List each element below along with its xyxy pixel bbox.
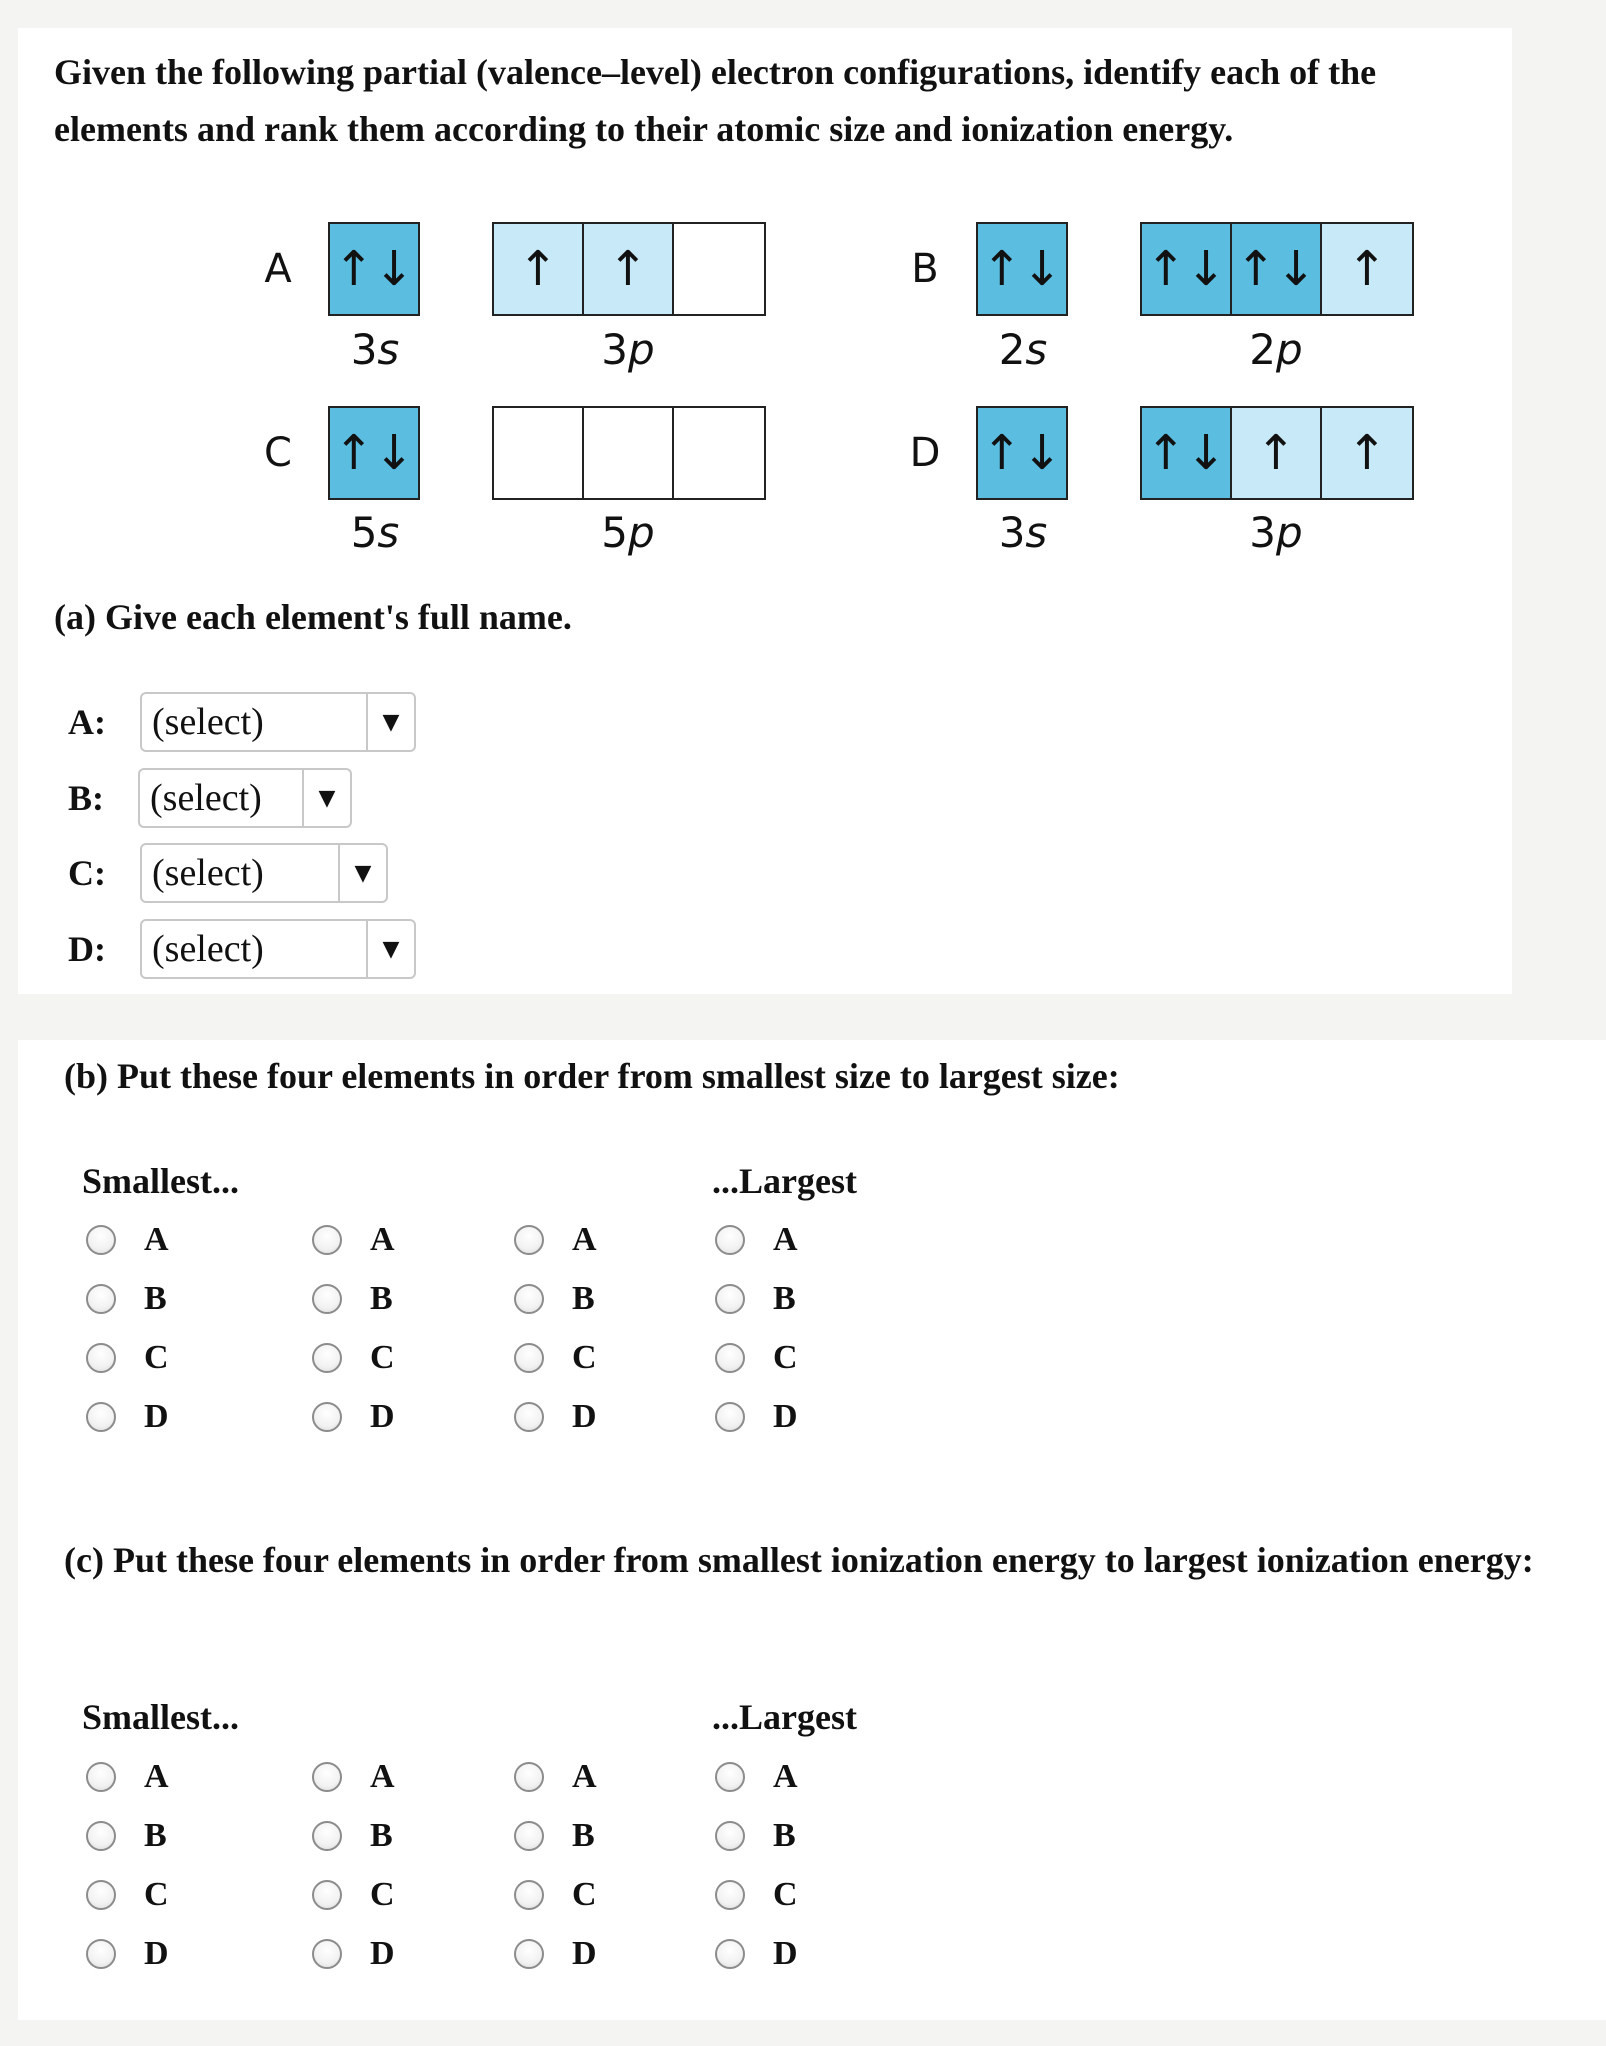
radio-option[interactable]: C	[312, 1865, 395, 1924]
radio-button[interactable]	[715, 1284, 745, 1314]
radio-option[interactable]: A	[86, 1210, 169, 1269]
radio-option[interactable]: D	[86, 1387, 169, 1446]
ie-rank-4-group	[715, 1747, 798, 1983]
radio-option[interactable]: B	[312, 1806, 395, 1865]
radio-button[interactable]	[312, 1343, 342, 1373]
radio-button[interactable]	[715, 1343, 745, 1373]
radio-option[interactable]: A	[715, 1747, 798, 1806]
largest-label: ...Largest	[712, 1697, 857, 1737]
radio-button[interactable]	[86, 1821, 116, 1851]
radio-option[interactable]: A	[514, 1747, 597, 1806]
config-letter: A	[264, 246, 292, 292]
radio-button[interactable]	[312, 1225, 342, 1255]
radio-button[interactable]	[514, 1225, 544, 1255]
radio-button[interactable]	[715, 1402, 745, 1432]
select-value: (select)	[142, 845, 340, 901]
select-row-c	[68, 841, 388, 905]
radio-option[interactable]: A	[514, 1210, 597, 1269]
dropdown-arrow-icon[interactable]: ▼	[354, 860, 372, 886]
select-row-d	[68, 917, 416, 981]
radio-option[interactable]: B	[86, 1806, 169, 1865]
radio-button[interactable]	[312, 1821, 342, 1851]
element-b-select[interactable]	[138, 768, 352, 828]
orbital-box-s: ↑↓	[328, 222, 420, 316]
select-row-b	[68, 766, 352, 830]
size-rank-1-group	[86, 1210, 169, 1446]
ie-rank-2-group	[312, 1747, 395, 1983]
radio-option[interactable]: D	[312, 1387, 395, 1446]
part-c-question: (c) Put these four elements in order from smallest ionization energy to largest ionization energy:	[64, 1540, 1534, 1580]
select-value: (select)	[140, 770, 304, 826]
intro-text: Given the following partial (valence–level) electron configurations, identify each of the elements and rank them according to their atomic size and ionization energy.	[54, 52, 1377, 149]
radio-option[interactable]: D	[715, 1387, 798, 1446]
radio-button[interactable]	[86, 1284, 116, 1314]
orbital-box-p2: ↑	[1230, 406, 1322, 500]
smallest-label: Smallest...	[82, 1697, 239, 1737]
radio-option[interactable]: A	[715, 1210, 798, 1269]
dropdown-arrow-icon[interactable]: ▼	[318, 785, 336, 811]
radio-option[interactable]: D	[514, 1387, 597, 1446]
radio-option[interactable]: C	[86, 1865, 169, 1924]
config-letter: C	[264, 430, 292, 476]
radio-option[interactable]: D	[86, 1924, 169, 1983]
radio-button[interactable]	[514, 1821, 544, 1851]
radio-button[interactable]	[86, 1402, 116, 1432]
subshell-label-s: 3s	[350, 325, 400, 374]
orbital-box-p3	[672, 222, 766, 316]
radio-option[interactable]: B	[312, 1269, 395, 1328]
element-d-select[interactable]	[140, 919, 416, 979]
radio-button[interactable]	[312, 1880, 342, 1910]
part-b-question: (b) Put these four elements in order from smallest size to largest size:	[64, 1056, 1120, 1096]
select-label: C:	[68, 853, 106, 893]
radio-option[interactable]: C	[715, 1865, 798, 1924]
radio-option[interactable]: A	[86, 1747, 169, 1806]
orbital-box-p2	[582, 406, 674, 500]
element-a-select[interactable]	[140, 692, 416, 752]
radio-button[interactable]	[514, 1284, 544, 1314]
smallest-label: Smallest...	[82, 1161, 239, 1201]
radio-option[interactable]: D	[514, 1924, 597, 1983]
part-a-question: (a) Give each element's full name.	[54, 597, 572, 637]
radio-button[interactable]	[514, 1343, 544, 1373]
radio-button[interactable]	[715, 1939, 745, 1969]
largest-label: ...Largest	[712, 1161, 857, 1201]
radio-button[interactable]	[86, 1880, 116, 1910]
ie-rank-3-group	[514, 1747, 597, 1983]
orbital-box-p3: ↑	[1320, 406, 1414, 500]
radio-option[interactable]: C	[514, 1865, 597, 1924]
dropdown-arrow-icon[interactable]: ▼	[382, 709, 400, 735]
radio-option[interactable]: B	[715, 1269, 798, 1328]
ie-rank-1-group	[86, 1747, 169, 1983]
subshell-label-p: 3p	[601, 325, 655, 374]
size-rank-2-group	[312, 1210, 395, 1446]
config-letter: D	[909, 430, 941, 476]
config-letter: B	[911, 246, 939, 292]
radio-button[interactable]	[86, 1343, 116, 1373]
radio-option[interactable]: C	[514, 1328, 597, 1387]
select-label: B:	[68, 778, 104, 818]
select-row-a	[68, 690, 416, 754]
orbital-box-s: ↑↓	[976, 406, 1068, 500]
subshell-label-p: 2p	[1249, 325, 1303, 374]
radio-option[interactable]: A	[312, 1747, 395, 1806]
radio-option[interactable]: C	[715, 1328, 798, 1387]
subshell-label-p: 5p	[601, 508, 655, 557]
orbital-box-p2: ↑	[582, 222, 674, 316]
radio-option[interactable]: B	[86, 1269, 169, 1328]
radio-button[interactable]	[514, 1880, 544, 1910]
radio-option[interactable]: A	[312, 1210, 395, 1269]
orbital-box-p2: ↑↓	[1230, 222, 1322, 316]
orbital-box-p1: ↑↓	[1140, 222, 1232, 316]
radio-button[interactable]	[715, 1821, 745, 1851]
subshell-label-p: 3p	[1249, 508, 1303, 557]
select-value: (select)	[142, 694, 368, 750]
radio-option[interactable]: D	[312, 1924, 395, 1983]
radio-button[interactable]	[715, 1880, 745, 1910]
orbital-box-p1: ↑↓	[1140, 406, 1232, 500]
radio-button[interactable]	[86, 1762, 116, 1792]
select-value: (select)	[142, 921, 368, 977]
dropdown-arrow-icon[interactable]: ▼	[382, 936, 400, 962]
select-label: D:	[68, 929, 106, 969]
radio-button[interactable]	[514, 1402, 544, 1432]
orbital-box-p1: ↑	[492, 222, 584, 316]
radio-button[interactable]	[86, 1225, 116, 1255]
size-rank-3-group	[514, 1210, 597, 1446]
size-rank-4-group	[715, 1210, 798, 1446]
radio-button[interactable]	[312, 1762, 342, 1792]
subshell-label-s: 5s	[350, 508, 400, 557]
orbital-box-s: ↑↓	[976, 222, 1068, 316]
orbital-box-p3: ↑	[1320, 222, 1414, 316]
element-c-select[interactable]	[140, 843, 388, 903]
radio-button[interactable]	[715, 1762, 745, 1792]
radio-button[interactable]	[312, 1402, 342, 1432]
radio-option[interactable]: B	[514, 1806, 597, 1865]
radio-button[interactable]	[86, 1939, 116, 1969]
radio-option[interactable]: C	[312, 1328, 395, 1387]
subshell-label-s: 2s	[998, 325, 1048, 374]
orbital-box-p3	[672, 406, 766, 500]
radio-button[interactable]	[312, 1284, 342, 1314]
radio-option[interactable]: C	[86, 1328, 169, 1387]
subshell-label-s: 3s	[998, 508, 1048, 557]
radio-button[interactable]	[312, 1939, 342, 1969]
radio-button[interactable]	[514, 1762, 544, 1792]
orbital-box-s: ↑↓	[328, 406, 420, 500]
orbital-box-p1	[492, 406, 584, 500]
radio-option[interactable]: D	[715, 1924, 798, 1983]
radio-option[interactable]: B	[715, 1806, 798, 1865]
radio-button[interactable]	[715, 1225, 745, 1255]
radio-button[interactable]	[514, 1939, 544, 1969]
select-label: A:	[68, 702, 106, 742]
radio-option[interactable]: B	[514, 1269, 597, 1328]
